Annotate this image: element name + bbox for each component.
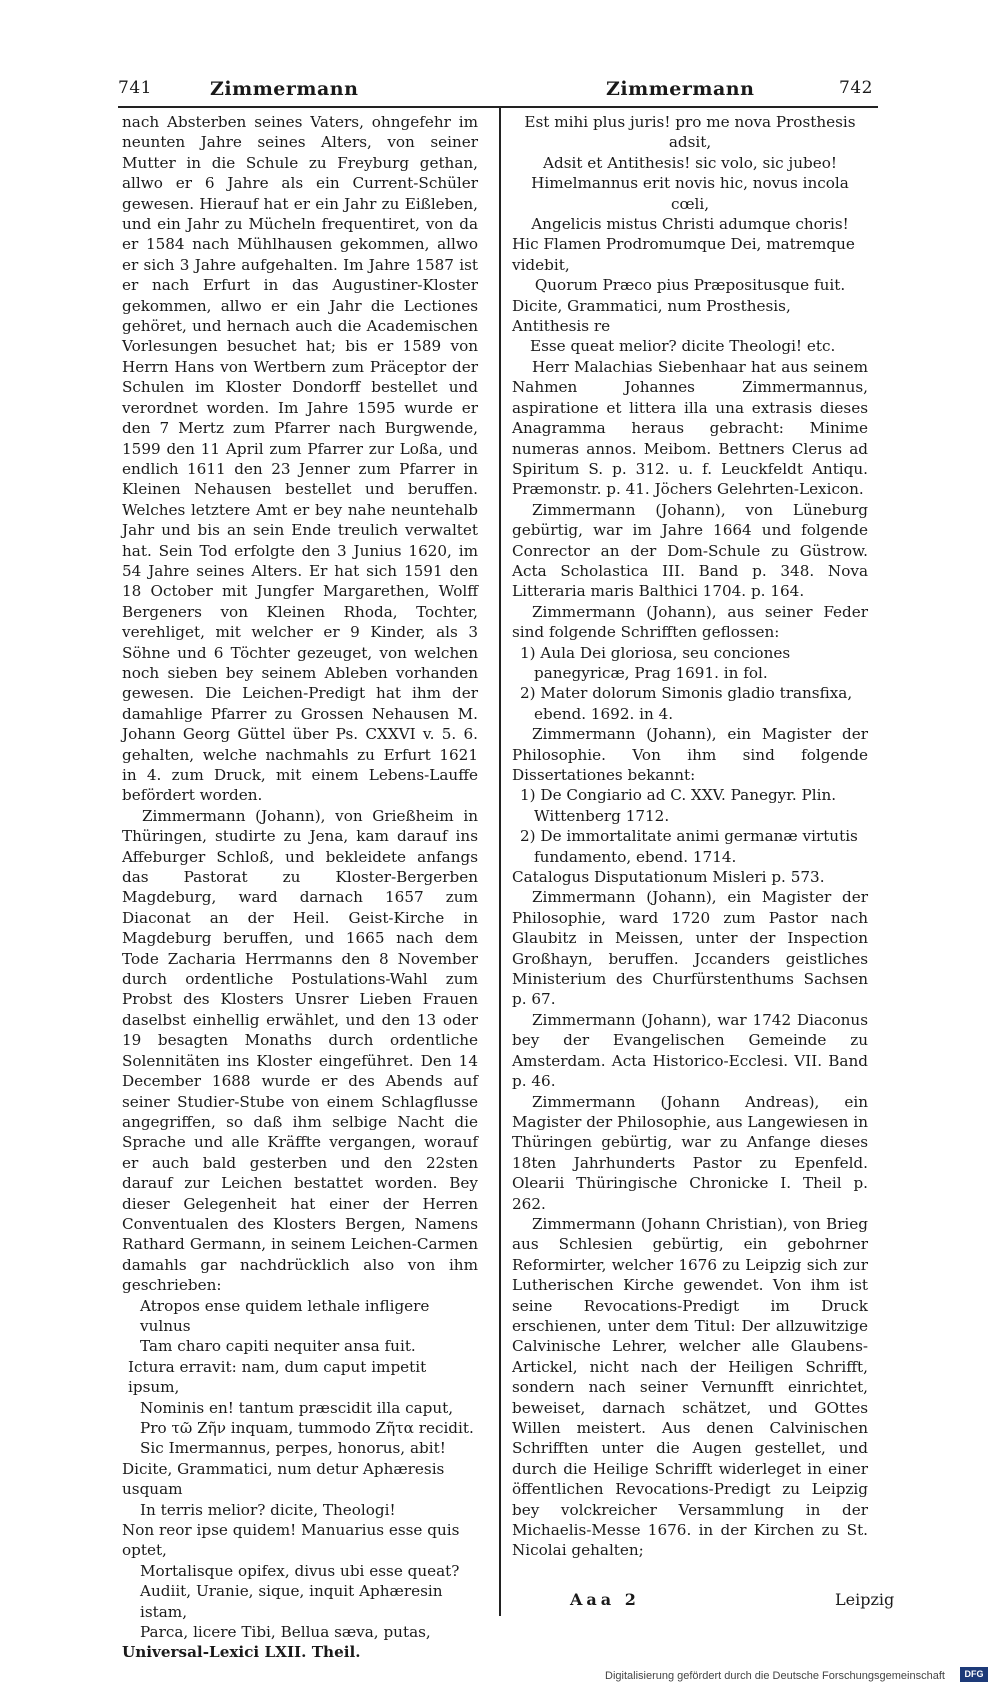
- verse-line: Esse queat melior? dicite Theologi! etc.: [530, 337, 836, 356]
- verse-line: Adsit et Antithesis! sic volo, sic jubeo!: [543, 153, 837, 172]
- volume-signature-line: Universal-Lexici LXII. Theil.: [122, 1643, 361, 1662]
- catchword: Leipzig: [835, 1590, 895, 1609]
- header-rule: [118, 106, 878, 108]
- column-divider: [499, 106, 501, 1616]
- entry-zimmermann-lueneburg: Zimmermann (Johann), von Lüneburg gebürtig, war im Jahre 1664 und folgende Conrector an der Dom-Schule zu Güstrow. Acta Scholastica III. Band p. 348. Nova Litteraria maris Balthici 1704. p. 164.: [512, 500, 868, 601]
- catalog-reference: Catalogus Disputationum Misleri p. 573.: [512, 868, 825, 887]
- verse-line: In terris melior? dicite, Theologi!: [140, 1500, 396, 1519]
- verse-line: Ictura erravit: nam, dum caput impetit ipsum,: [128, 1357, 427, 1397]
- entry-siebenhaar-anagram: Herr Malachias Siebenhaar hat aus seinem Nahmen Johannes Zimmermannus, aspiratione et littera illa una extrasis dieses Anagramma heraus gebracht: Minime numeras annos. Meibom. Bettners Clerus ad Spiritum S. p. 312. u. f. Leuckfeldt Antiqu. Præmonstr. p. 41. Jöchers Gelehrten-Lexicon.: [512, 357, 868, 499]
- verse-line: Audiit, Uranie, sique, inquit Aphæresin istam,: [140, 1582, 443, 1621]
- verse-line: Non reor ipse quidem! Manuarius esse quis optet,: [122, 1521, 460, 1560]
- verse-line: Est mihi plus juris! pro me nova Prosthesis adsit,: [524, 113, 856, 152]
- verse-line: Dicite, Grammatici, num Prosthesis, Antithesis re: [512, 296, 791, 336]
- entry-zimmermann-writings: Zimmermann (Johann), aus seiner Feder sind folgende Schrifften geflossen:: [512, 602, 868, 642]
- left-page-number: 741: [118, 78, 152, 98]
- verse-line: Tam charo capiti nequiter ansa fuit.: [140, 1337, 416, 1356]
- verse-line: Hic Flamen Prodromumque Dei, matremque videbit,: [512, 235, 855, 274]
- verse-line: Atropos ense quidem lethale infligere vulnus: [140, 1296, 430, 1335]
- list-item: 2) De immortalitate animi germanæ virtutis fundamento, ebend. 1714.: [520, 827, 858, 866]
- verse-line: Angelicis mistus Christi adumque choris!: [531, 215, 849, 234]
- signature-mark: Aaa 2: [570, 1590, 640, 1609]
- entry-zimmermann-johann-christian: Zimmermann (Johann Christian), von Brieg aus Schlesien gebürtig, ein gebohrner Reformirter, welcher 1676 zu Leipzig sich zur Lutherischen Kirche gewendet. Von ihm ist seine Revocations-Predigt im Druck erschienen, unter dem Titul: Der allzuwitzige Calvinische Lehrer, welcher alle Glaubens-Artickel, nicht nach der Heiligen Schrifft, sondern nach seiner Vernunfft einrichtet, beweiset, darnach schätzet, und GOttes Willen meistert. Aus denen Calvinischen Schrifften unter die Augen gestellet, und durch die Heilige Schrifft widerleget in einer öffentlichen Revocations-Predigt zu Leipzig bey volckreicher Versammlung in der Michaelis-Messe 1676. in der Kirchen zu St. Nicolai gehalten;: [512, 1214, 868, 1560]
- right-page-number: 742: [839, 78, 873, 98]
- left-column: [122, 112, 478, 1663]
- dfg-logo: DFG: [960, 1667, 988, 1682]
- entry-zimmermann-griessheim: Zimmermann (Johann), von Grießheim in Thüringen, studirte zu Jena, kam darauf ins Affeburger Schloß, und bekleidete anfangs das Pastorat zu Kloster-Bergerben Magdeburg, ward darnach 1657 zum Diaconat an der Heil. Geist-Kirche in Magdeburg beruffen, und 1665 nach dem Tode Zacharia Herrmanns den 8 November durch ordentliche Postulations-Wahl zum Probst des Klosters Unsrer Lieben Frauen daselbst einhellig erwählet, und den 13 oder 19 besagten Monaths durch ordentliche Solennitäten ins Kloster eingeführet. Den 14 December 1688 wurde er des Abends auf seiner Studier-Stube von einem Schlagflusse angegriffen, so daß ihm selbige Nacht die Sprache und alle Kräffte vergangen, worauf er auch bald gesterben und den 22sten darauf zur Leichen bestattet worden. Bey dieser Gelegenheit hat einer der Herren Conventualen des Klosters Bergen, Namens Rathard Germann, in seinem Leichen-Carmen damahls gar nachdrücklich also von ihm geschrieben:: [122, 806, 478, 1295]
- running-header: [118, 78, 873, 108]
- right-column: [512, 112, 868, 1561]
- verse-line: Pro τῶ Ζῆν inquam, tummodo Ζῆτα recidit.: [140, 1419, 474, 1437]
- right-running-title: Zimmermann: [606, 78, 755, 100]
- verse-line: Quorum Præco pius Præpositusque fuit.: [534, 276, 846, 295]
- entry-continuation-paragraph: nach Absterben seines Vaters, ohngefehr im neunten Jahre seines Alters, von seiner Mutter in die Schule zu Freyburg gethan, allwo er 6 Jahre als ein Current-Schüler gewesen. Hierauf hat er ein Jahr zu Eißleben, und ein Jahr zu Mücheln frequentiret, von da er 1584 nach Mühlhausen gekommen, allwo er sich 3 Jahre aufgehalten. Im Jahre 1587 ist er nach Erfurt in das Augustiner-Kloster gekommen, allwo er ein Jahr die Lectiones gehöret, und hernach auch die Academischen Vorlesungen besuchet hat; bis er 1589 von Herrn Hans von Wertbern zum Präceptor der Schulen im Kloster Dondorff bestellet und verordnet worden. Im Jahre 1595 wurde er den 7 Mertz zum Pfarrer nach Burgwende, 1599 den 11 April zum Pfarrer zur Loßa, und endlich 1611 den 23 Jenner zum Pfarrer in Kleinen Nehausen bestellet und beruffen. Welches letztere Amt er bey nahe neuntehalb Jahr und bis an sein Ende treulich verwaltet hat. Sein Tod erfolgte den 3 Junius 1620, im 54 Jahre seines Alters. Er hat sich 1591 den 18 October mit Jungfer Margarethen, Wolff Bergeners von Kleinen Rhoda, Tochter, verehliget, mit welcher er 9 Kinder, als 3 Söhne und 6 Töchter gezeuget, von welchen noch sieben bey seinem Ableben vorhanden gewesen. Die Leichen-Predigt hat ihm der damahlige Pfarrer zu Grossen Nehausen M. Johann Georg Güttel über Ps. CXXVI v. 5. 6. gehalten, welche nachmahls zu Erfurt 1621 in 4. zum Druck, mit einem Lebens-Lauffe befördert worden.: [122, 113, 478, 805]
- left-running-title: Zimmermann: [210, 78, 359, 100]
- entry-zimmermann-glaubitz: Zimmermann (Johann), ein Magister der Philosophie, ward 1720 zum Pastor nach Glaubitz in Meissen, unter der Inspection Großhayn, beruffen. Jccanders geistliches Ministerium des Churfürstenthums Sachsen p. 67.: [512, 888, 868, 1009]
- verse-line: Nominis en! tantum præscidit illa caput,: [140, 1398, 454, 1417]
- digitization-credit: Digitalisierung gefördert durch die Deutsche Forschungsgemeinschaft: [605, 1670, 945, 1682]
- entry-zimmermann-johann-andreas: Zimmermann (Johann Andreas), ein Magister der Philosophie, aus Langewiesen in Thüringen gebürtig, war zu Anfange dieses 18ten Jahrhunderts Pastor zu Epenfeld. Olearii Thüringische Chronicke I. Theil p. 262.: [512, 1092, 868, 1213]
- list-item: 2) Mater dolorum Simonis gladio transfixa, ebend. 1692. in 4.: [520, 684, 853, 723]
- verse-line: Mortalisque opifex, divus ubi esse queat?: [140, 1561, 460, 1580]
- verse-line: Parca, licere Tibi, Bellua sæva, putas,: [140, 1623, 431, 1642]
- list-item: 1) Aula Dei gloriosa, seu conciones panegyricæ, Prag 1691. in fol.: [520, 643, 791, 682]
- list-item: 1) De Congiario ad C. XXV. Panegyr. Plin. Wittenberg 1712.: [520, 786, 837, 825]
- verse-line: Sic Imermannus, perpes, honorus, abit!: [140, 1439, 446, 1458]
- verse-line: Himelmannus erit novis hic, novus incola cœli,: [531, 174, 849, 213]
- entry-zimmermann-amsterdam: Zimmermann (Johann), war 1742 Diaconus bey der Evangelischen Gemeinde zu Amsterdam. Acta Historico-Ecclesi. VII. Band p. 46.: [512, 1010, 868, 1091]
- entry-zimmermann-magister: Zimmermann (Johann), ein Magister der Philosophie. Von ihm sind folgende Dissertationes bekannt:: [512, 725, 868, 784]
- verse-line: Dicite, Grammatici, num detur Aphæresis usquam: [122, 1459, 445, 1499]
